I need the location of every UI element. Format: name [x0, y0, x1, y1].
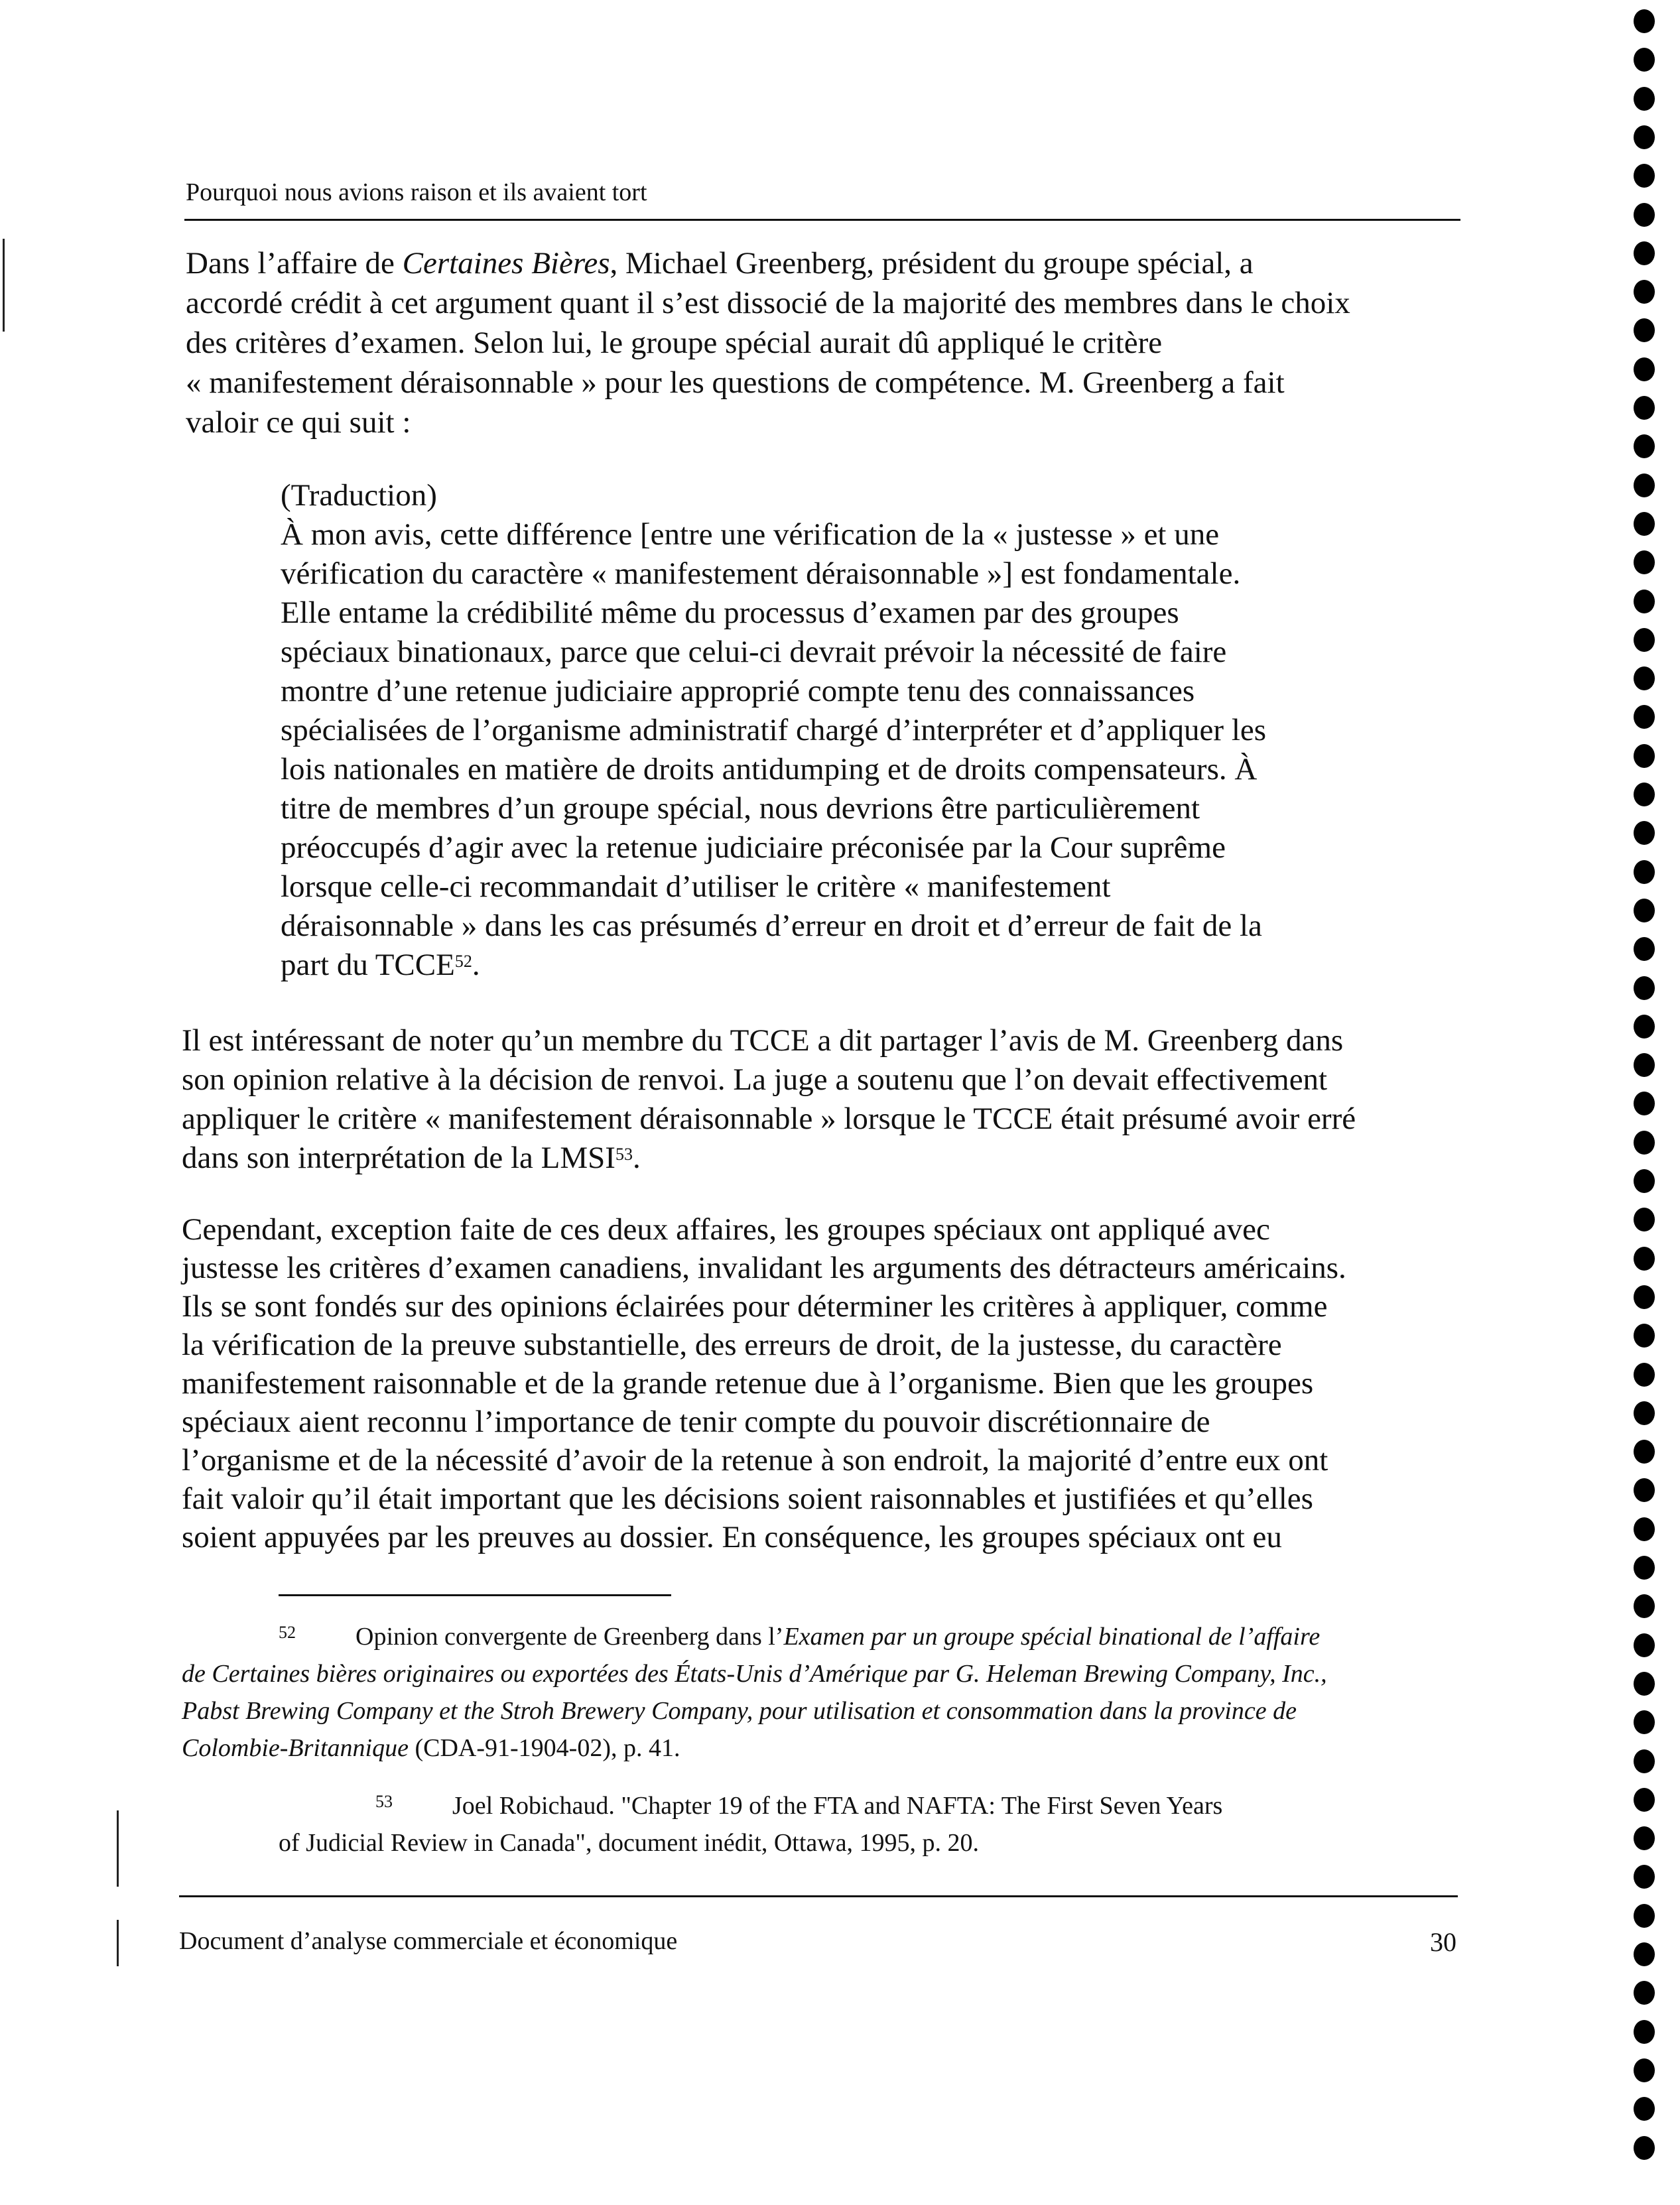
- binder-hole: [1634, 1285, 1655, 1309]
- quote-line: À mon avis, cette différence [entre une vérification de la « justesse » et une: [281, 517, 1220, 552]
- margin-mark: [117, 1810, 119, 1887]
- binder-hole: [1634, 241, 1655, 265]
- quote-line: vérification du caractère « manifestement déraisonnable »] est fondamentale.: [281, 556, 1241, 591]
- quote-line: montre d’une retenue judiciaire approprié compte tenu des connaissances: [281, 674, 1195, 708]
- binder-hole: [1634, 1363, 1655, 1387]
- binder-hole: [1634, 550, 1655, 574]
- margin-mark: [3, 239, 5, 332]
- footnote-separator: [279, 1594, 671, 1596]
- binder-hole: [1634, 318, 1655, 342]
- binder-holes: [1634, 0, 1660, 2205]
- paragraph-1-line: des critères d’examen. Selon lui, le groupe spécial aurait dû appliqué le critère: [186, 326, 1163, 360]
- binder-hole: [1634, 164, 1655, 188]
- quote-line: part du TCCE$^{52}$.: [281, 948, 480, 982]
- binder-hole: [1634, 1053, 1655, 1077]
- quote-line: (Traduction): [281, 478, 437, 513]
- binder-hole: [1634, 1131, 1655, 1155]
- binder-hole: [1634, 1015, 1655, 1039]
- case-title: Certaines Bières: [402, 246, 610, 281]
- binder-hole: [1634, 1517, 1655, 1541]
- paragraph-2-line: Il est intéressant de noter qu’un membre du TCCE a dit partager l’avis de M. Greenberg dans: [182, 1023, 1344, 1058]
- paragraph-1-line: Dans l’affaire de Certaines Bières, Michael Greenberg, président du groupe spécial, a: [186, 246, 1254, 281]
- binder-hole: [1634, 1981, 1655, 2005]
- quote-line: titre de membres d’un groupe spécial, nous devrions être particulièrement: [281, 791, 1200, 826]
- paragraph-1-line: valoir ce qui suit :: [186, 405, 411, 440]
- quote-line: déraisonnable » dans les cas présumés d’erreur en droit et d’erreur de fait de la: [281, 909, 1262, 943]
- binder-hole: [1634, 280, 1655, 304]
- footer-rule: [179, 1895, 1458, 1897]
- paragraph-3-line: spéciaux aient reconnu l’importance de tenir compte du pouvoir discrétionnaire de: [182, 1405, 1210, 1439]
- footnote-number: 53: [375, 1792, 393, 1811]
- binder-hole: [1634, 48, 1655, 72]
- binder-hole: [1634, 1208, 1655, 1231]
- binder-hole: [1634, 512, 1655, 536]
- binder-hole: [1634, 976, 1655, 1000]
- binder-hole: [1634, 1594, 1655, 1618]
- binder-hole: [1634, 590, 1655, 613]
- binder-hole: [1634, 396, 1655, 420]
- paragraph-1-line: « manifestement déraisonnable » pour les questions de compétence. M. Greenberg a fait: [186, 365, 1285, 400]
- binder-hole: [1634, 1865, 1655, 1889]
- binder-hole: [1634, 1169, 1655, 1193]
- binder-hole: [1634, 628, 1655, 652]
- paragraph-3-line: justesse les critères d’examen canadiens, invalidant les arguments des détracteurs américains.: [182, 1251, 1346, 1285]
- paragraph-3-line: Ils se sont fondés sur des opinions éclairées pour déterminer les critères à appliquer, comme: [182, 1289, 1328, 1324]
- footnote-number: 52: [279, 1623, 296, 1642]
- paragraph-3-line: l’organisme et de la nécessité d’avoir de la retenue à son endroit, la majorité d’entre eux ont: [182, 1443, 1328, 1478]
- paragraph-1: [186, 243, 1350, 442]
- binder-hole: [1634, 1788, 1655, 1812]
- running-header: Pourquoi nous avions raison et ils avaient tort: [186, 178, 647, 206]
- binder-hole: [1634, 1556, 1655, 1580]
- binder-hole: [1634, 744, 1655, 768]
- binder-hole: [1634, 1247, 1655, 1271]
- paragraph-3-line: fait valoir qu’il était important que les décisions soient raisonnables et justifiées et qu’elles: [182, 1481, 1313, 1516]
- binder-hole: [1634, 1401, 1655, 1425]
- quote-line: lois nationales en matière de droits antidumping et de droits compensateurs. À: [281, 752, 1258, 787]
- binder-hole: [1634, 937, 1655, 961]
- binder-hole: [1634, 1904, 1655, 1928]
- footnote-ref-53[interactable]: 53: [615, 1145, 633, 1164]
- binder-hole: [1634, 705, 1655, 729]
- block-quote: [281, 476, 1266, 985]
- footnote-ref-52[interactable]: 52: [454, 952, 472, 971]
- paragraph-2-line: son opinion relative à la décision de renvoi. La juge a soutenu que l’on devait effectivement: [182, 1062, 1328, 1097]
- quote-line: Elle entame la crédibilité même du processus d’examen par des groupes: [281, 596, 1179, 630]
- footnote-52: $^{52}$ Opinion convergente de Greenberg dans l’Examen par un groupe spécial binational de l’affaire de Certaines bières originaires ou exportées des États-Unis d’Amérique par G. Heleman Brewing Company, Inc., Pabst Brewing Company et the Stroh Brewery Company, pour utilisation et consommation dans la province de Colombie-Britannique (CDA-91-1904-02), p. 41.: [182, 1623, 1327, 1762]
- binder-hole: [1634, 1749, 1655, 1773]
- binder-hole: [1634, 783, 1655, 806]
- binder-hole: [1634, 1710, 1655, 1734]
- binder-hole: [1634, 899, 1655, 922]
- binder-hole: [1634, 1826, 1655, 1850]
- binder-hole: [1634, 2058, 1655, 2082]
- quote-line: spécialisées de l’organisme administratif chargé d’interpréter et d’appliquer les: [281, 713, 1267, 747]
- page-number: 30: [1430, 1927, 1456, 1957]
- binder-hole: [1634, 2020, 1655, 2044]
- binder-hole: [1634, 1440, 1655, 1464]
- margin-mark: [117, 1920, 119, 1966]
- quote-line: spéciaux binationaux, parce que celui-ci devrait prévoir la nécessité de faire: [281, 635, 1227, 669]
- binder-hole: [1634, 1478, 1655, 1502]
- binder-hole: [1634, 2097, 1655, 2121]
- paragraph-2: [182, 1021, 1356, 1178]
- quote-line: préoccupés d’agir avec la retenue judiciaire préconisée par la Cour suprême: [281, 830, 1226, 865]
- binder-hole: [1634, 1633, 1655, 1657]
- binder-hole: [1634, 666, 1655, 690]
- footnote-53: $^{53}$ Joel Robichaud. "Chapter 19 of the FTA and NAFTA: The First Seven Years of Judicial Review in Canada", document inédit, Ottawa, 1995, p. 20.: [279, 1792, 1223, 1857]
- binder-hole: [1634, 2136, 1655, 2160]
- paragraph-3-line: manifestement raisonnable et de la grande retenue due à l’organisme. Bien que les groupes: [182, 1366, 1314, 1401]
- paragraph-2-line: dans son interprétation de la LMSI$^{53}$.: [182, 1141, 641, 1175]
- binder-hole: [1634, 1324, 1655, 1348]
- binder-hole: [1634, 821, 1655, 845]
- paragraph-3-line: soient appuyées par les preuves au dossier. En conséquence, les groupes spéciaux ont eu: [182, 1520, 1282, 1554]
- footer-publication: Document d’analyse commerciale et économique: [179, 1927, 678, 1955]
- paragraph-1-line: accordé crédit à cet argument quant il s’est dissocié de la majorité des membres dans le choix: [186, 286, 1350, 320]
- binder-hole: [1634, 1092, 1655, 1115]
- binder-hole: [1634, 9, 1655, 33]
- binder-hole: [1634, 434, 1655, 458]
- binder-hole: [1634, 1942, 1655, 1966]
- binder-hole: [1634, 1672, 1655, 1696]
- paragraph-3: [182, 1210, 1346, 1556]
- binder-hole: [1634, 203, 1655, 227]
- binder-hole: [1634, 87, 1655, 111]
- binder-hole: [1634, 357, 1655, 381]
- binder-hole: [1634, 125, 1655, 149]
- paragraph-3-line: la vérification de la preuve substantielle, des erreurs de droit, de la justesse, du caractère: [182, 1328, 1282, 1362]
- binder-hole: [1634, 473, 1655, 497]
- quote-line: lorsque celle-ci recommandait d’utiliser le critère « manifestement: [281, 869, 1111, 904]
- paragraph-3-line: Cependant, exception faite de ces deux affaires, les groupes spéciaux ont appliqué avec: [182, 1212, 1270, 1247]
- paragraph-2-line: appliquer le critère « manifestement déraisonnable » lorsque le TCCE était présumé avoir erré: [182, 1102, 1356, 1136]
- binder-hole: [1634, 860, 1655, 884]
- header-rule: [184, 219, 1460, 221]
